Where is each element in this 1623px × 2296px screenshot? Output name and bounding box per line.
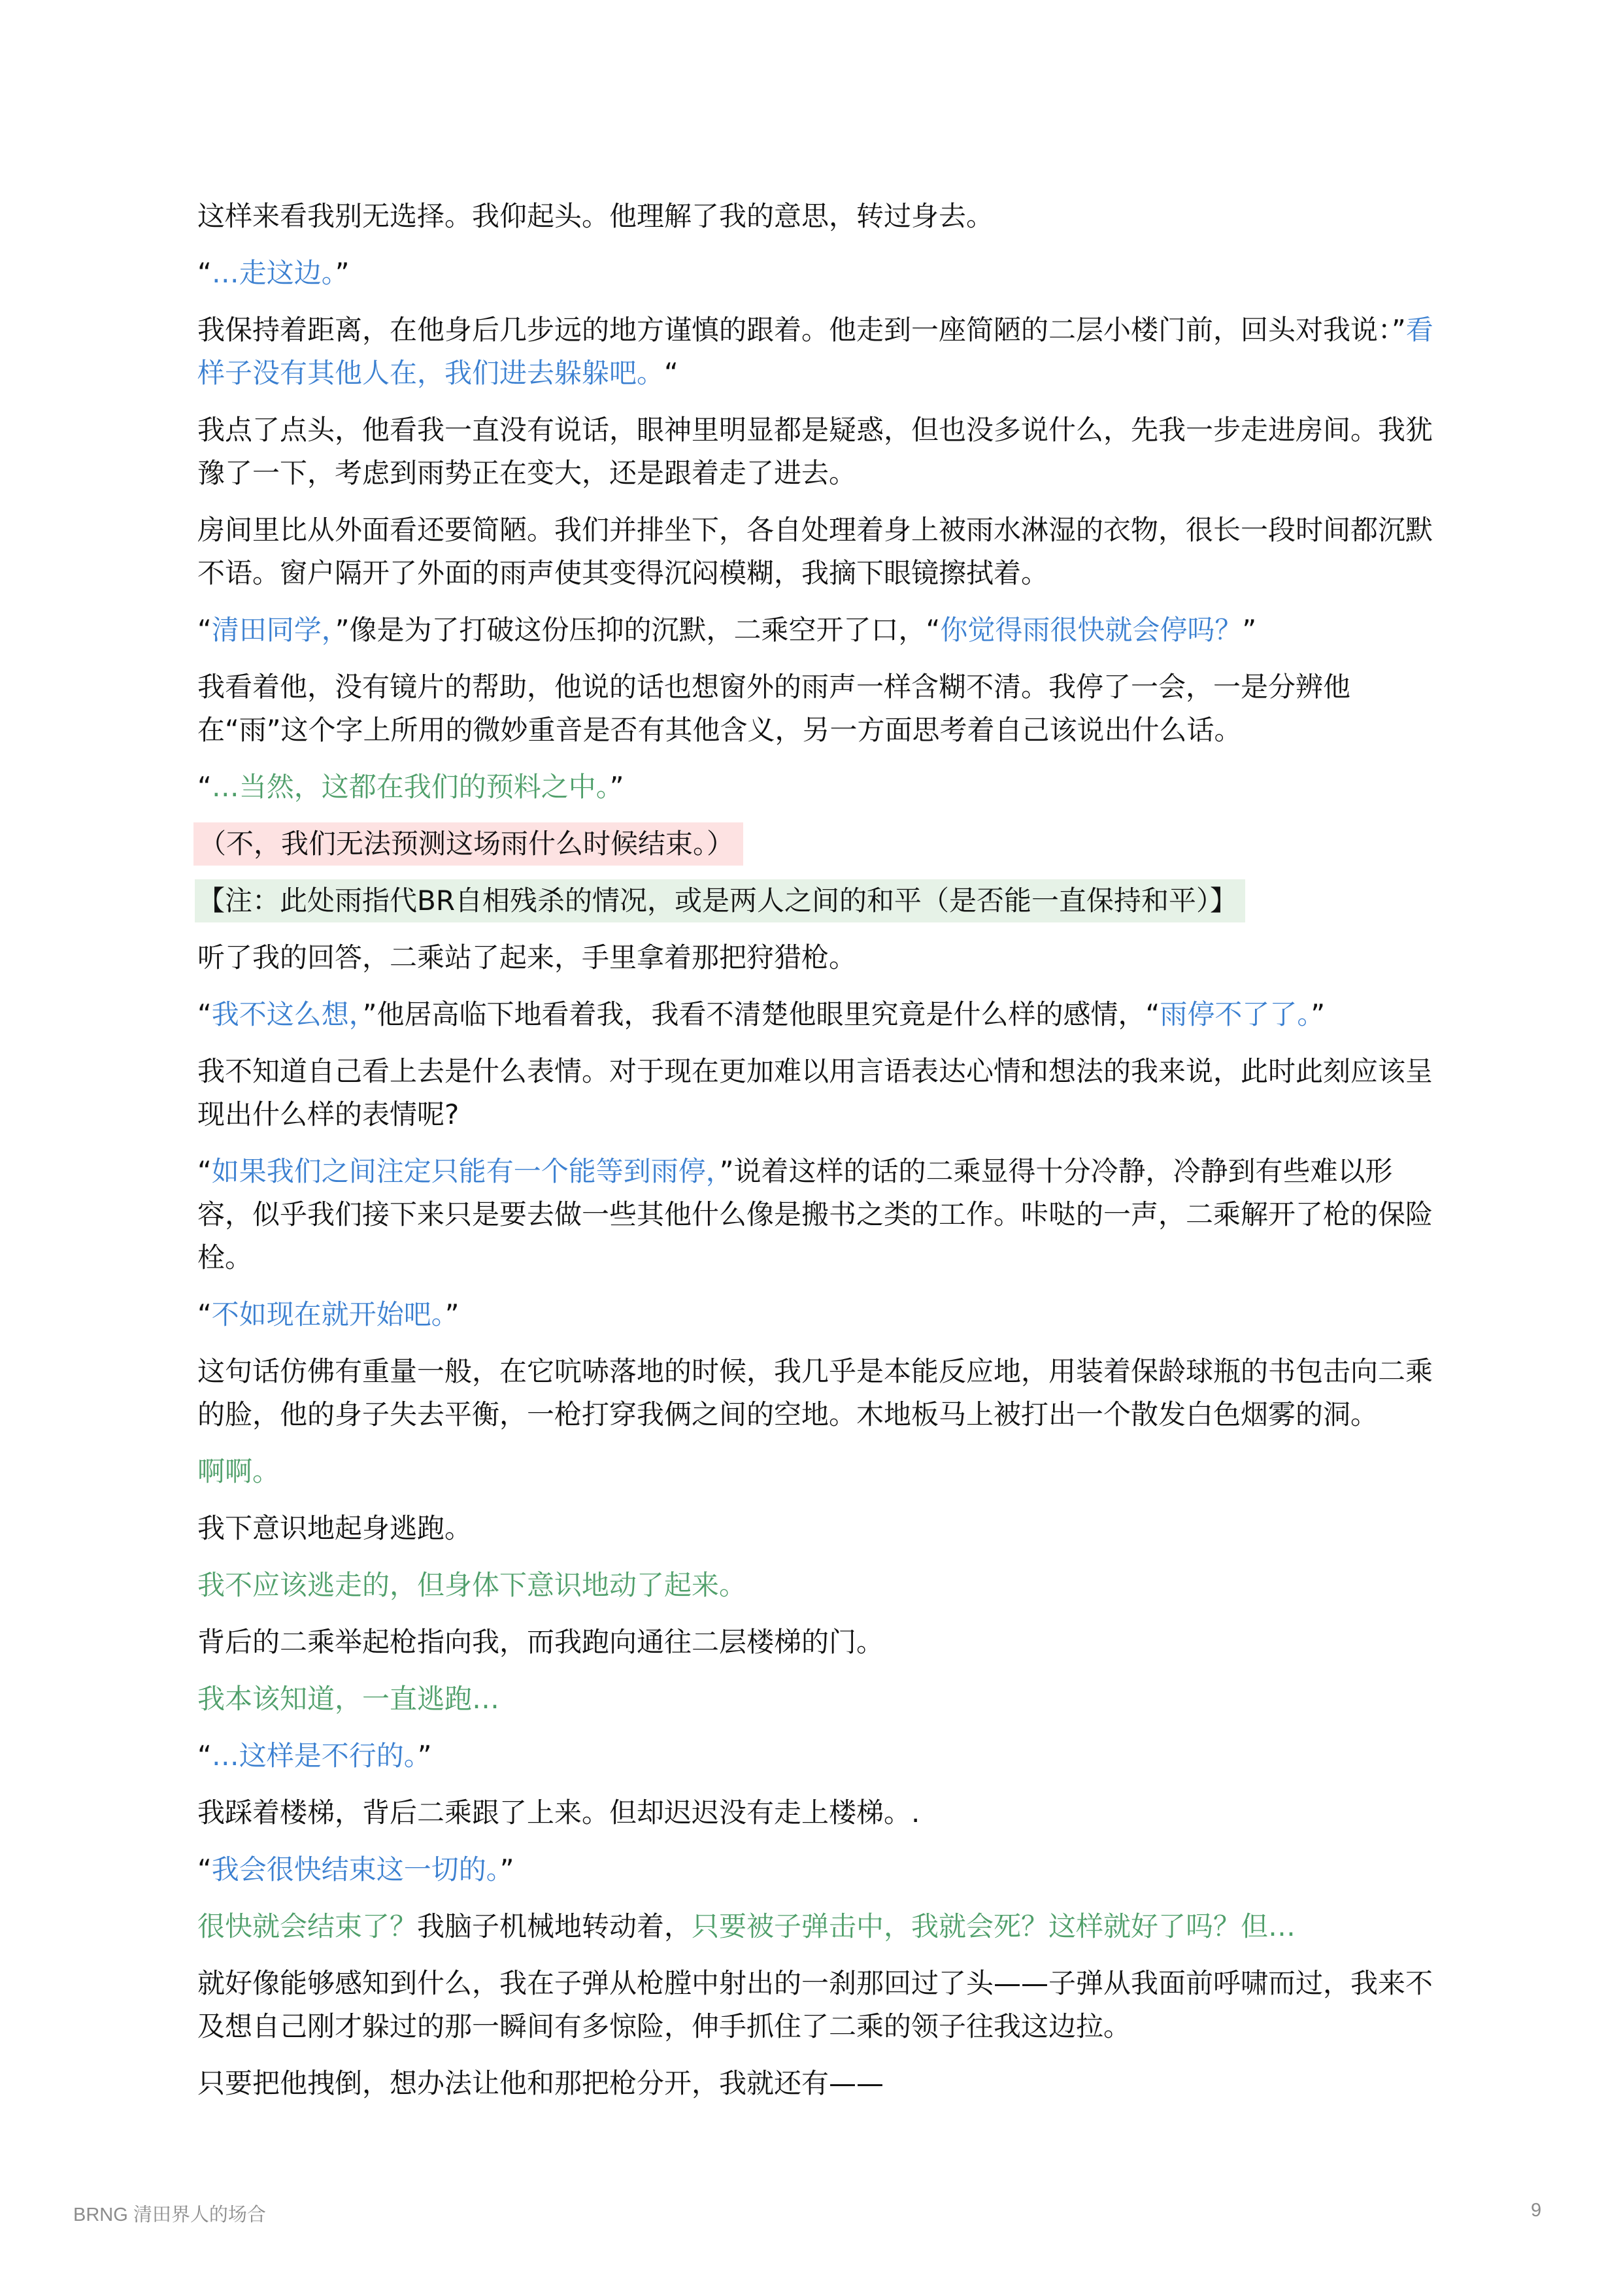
dialogue-text: 清田同学， — [211, 614, 335, 646]
page-number: 9 — [1531, 2200, 1542, 2221]
narration-text: ” — [417, 1740, 432, 1772]
paragraph — [197, 252, 1439, 295]
paragraph — [197, 609, 1439, 652]
narration-text: 【注：此处雨指代BR自相残杀的情况，或是两人之间的和平（是否能一直保持和平）】 — [197, 885, 1237, 917]
dialogue-text: …这样是不行的。 — [211, 1740, 418, 1772]
paragraph — [197, 879, 1439, 922]
narration-text: “ — [197, 771, 212, 803]
paragraph — [197, 1450, 1439, 1493]
narration-text: ” — [1242, 614, 1257, 646]
highlighted-note — [195, 879, 1245, 922]
footer-title: BRNG 清田界人的场合 — [73, 2204, 266, 2225]
paragraph — [197, 1564, 1439, 1607]
paragraph — [197, 1621, 1439, 1664]
narration-text: ” — [444, 1298, 460, 1330]
paragraph — [197, 1293, 1439, 1336]
narration-text: 我踩着楼梯，背后二乘跟了上来。但却迟迟没有走上楼梯。. — [197, 1797, 920, 1829]
narration-text: ”像是为了打破这份压抑的沉默，二乘空开了口，“ — [335, 614, 941, 646]
paragraph — [197, 1848, 1439, 1891]
paragraph — [197, 1050, 1439, 1136]
inner-thought-text: …当然，这都在我们的预料之中。 — [211, 771, 610, 803]
paragraph — [197, 1150, 1439, 1279]
paragraph — [197, 1962, 1439, 2048]
dialogue-text: 雨停不了了。 — [1160, 998, 1311, 1030]
narration-text: ”他居高临下地看着我，我看不清楚他眼里究竟是什么样的感情，“ — [362, 998, 1160, 1030]
narration-text: 房间里比从外面看还要简陋。我们并排坐下，各自处理着身上被雨水淋湿的衣物，很长一段时间都沉默不语。窗户隔开了外面的雨声使其变得沉闷模糊，我摘下眼镜擦拭着。 — [197, 514, 1433, 589]
paragraph — [197, 2062, 1439, 2105]
narration-text: 我不知道自己看上去是什么表情。对于现在更加难以用言语表达心情和想法的我来说，此时此刻应该呈现出什么样的表情呢? — [197, 1055, 1433, 1130]
narration-text: 我下意识地起身逃跑。 — [197, 1512, 473, 1544]
inner-thought-text: 我不应该逃走的，但身体下意识地动了起来。 — [197, 1569, 747, 1601]
narration-text: “ — [197, 1853, 212, 1885]
narration-text: 背后的二乘举起枪指向我，而我跑向通往二层楼梯的门。 — [197, 1626, 884, 1658]
narration-text: ”说着这样的话的二乘显得十分冷静，冷静到有些难以形容，似乎我们接下来只是要去做一些其他什么像是搬书之类的工作。咔哒的一声，二乘解开了枪的保险栓。 — [197, 1155, 1433, 1274]
narration-text: “ — [197, 614, 212, 646]
highlighted-thought — [193, 822, 743, 866]
inner-thought-text: 只要被子弹击中，我就会死？这样就好了吗？但… — [692, 1910, 1296, 1942]
paragraph — [197, 409, 1439, 495]
dialogue-text: 我不这么想， — [211, 998, 363, 1030]
narration-text: 我保持着距离，在他身后几步远的地方谨慎的跟着。他走到一座简陋的二层小楼门前，回头对我说：” — [197, 314, 1406, 346]
paragraph — [197, 1791, 1439, 1834]
narration-text: ” — [335, 257, 350, 289]
dialogue-text: 我会很快结束这一切的。 — [211, 1853, 500, 1885]
dialogue-text: 如果我们之间注定只能有一个能等到雨停， — [211, 1155, 720, 1187]
narration-text: 只要把他拽倒，想办法让他和那把枪分开，我就还有—— — [197, 2067, 884, 2099]
paragraph — [197, 1678, 1439, 1721]
narration-text: 这句话仿佛有重量一般，在它吭哧落地的时候，我几乎是本能反应地，用装着保龄球瓶的书包击向二乘的脸，他的身子失去平衡，一枪打穿我俩之间的空地。木地板马上被打出一个散发白色烟雾的洞。 — [197, 1355, 1433, 1430]
paragraph — [197, 1905, 1439, 1948]
narration-text: 就好像能够感知到什么，我在子弹从枪膛中射出的一刹那回过了头——子弹从我面前呼啸而过，我来不及想自己刚才躲过的那一瞬间有多惊险，伸手抓住了二乘的领子往我这边拉。 — [197, 1967, 1433, 2042]
dialogue-text: …走这边。 — [211, 257, 335, 289]
paragraph — [197, 822, 1439, 866]
dialogue-text: 不如现在就开始吧。 — [211, 1298, 445, 1330]
paragraph — [197, 309, 1439, 395]
paragraph — [197, 993, 1439, 1036]
narration-text: 我点了点头，他看我一直没有说话，眼神里明显都是疑惑，但也没多说什么，先我一步走进房间。我犹豫了一下，考虑到雨势正在变大，还是跟着走了进去。 — [197, 414, 1433, 489]
inner-thought-text: 我本该知道，一直逃跑… — [197, 1683, 500, 1715]
paragraph — [197, 766, 1439, 809]
inner-thought-text: 很快就会结束了？ — [197, 1910, 418, 1942]
narration-text: 我脑子机械地转动着， — [417, 1910, 692, 1942]
narration-text: “ — [197, 998, 212, 1030]
paragraph — [197, 509, 1439, 595]
narration-text: “ — [664, 357, 678, 389]
document-body — [197, 195, 1439, 2119]
narration-text: “ — [197, 1155, 212, 1187]
narration-text: 这样来看我别无选择。我仰起头。他理解了我的意思，转过身去。 — [197, 200, 994, 232]
paragraph — [197, 936, 1439, 979]
narration-text: ” — [1311, 998, 1326, 1030]
narration-text: （不，我们无法预测这场雨什么时候结束。） — [199, 828, 735, 860]
paragraph — [197, 195, 1439, 238]
narration-text: “ — [197, 1740, 212, 1772]
narration-text: “ — [197, 257, 212, 289]
paragraph — [197, 666, 1439, 752]
paragraph — [197, 1734, 1439, 1778]
inner-thought-text: 啊啊。 — [197, 1455, 280, 1487]
narration-text: ” — [499, 1853, 514, 1885]
paragraph — [197, 1350, 1439, 1436]
narration-text: ” — [609, 771, 624, 803]
dialogue-text: 你觉得雨很快就会停吗？ — [940, 614, 1243, 646]
paragraph — [197, 1507, 1439, 1550]
narration-text: 听了我的回答，二乘站了起来，手里拿着那把狩猎枪。 — [197, 941, 857, 973]
dialogue-text: 看样子没有其他人在，我们进去躲躲吧。 — [197, 314, 1433, 389]
narration-text: “ — [197, 1298, 212, 1330]
narration-text: 我看着他，没有镜片的帮助，他说的话也想窗外的雨声一样含糊不清。我停了一会，一是分辨他在“雨”这个字上所用的微妙重音是否有其他含义，另一方面思考着自己该说出什么话。 — [197, 671, 1351, 746]
